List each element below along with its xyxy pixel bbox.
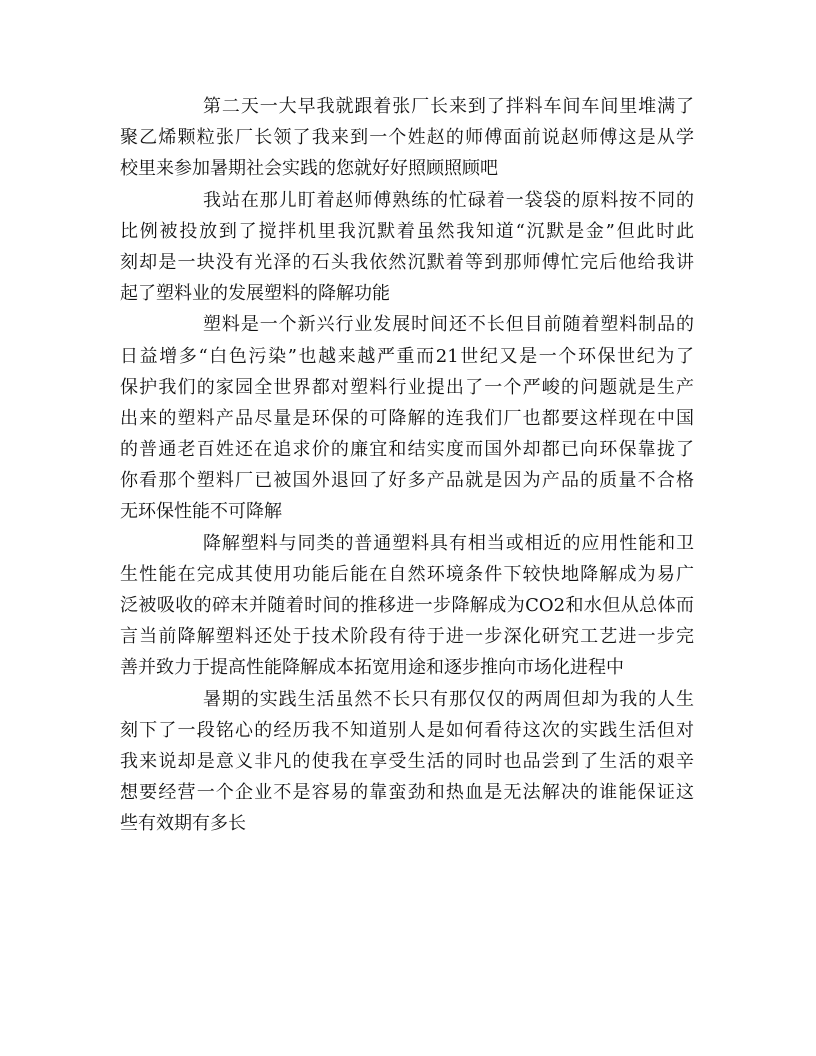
- text-line: 校里来参加暑期社会实践的您就好好照顾照顾吧: [120, 158, 498, 180]
- paragraph-4: [120, 528, 694, 684]
- text-line: 起了塑料业的发展塑料的降解功能: [120, 283, 390, 305]
- text-line: 刻下了一段铭心的经历我不知道别人是如何看待这次的实践生活但对: [120, 719, 694, 741]
- text-line: 刻却是一块没有光泽的石头我依然沉默着等到那师傅忙完后他给我讲: [120, 251, 694, 273]
- paragraph-1: [120, 91, 694, 185]
- text-line: 泛被吸收的碎末并随着时间的推移进一步降解成为CO2和水但从总体而: [120, 595, 694, 616]
- text-line: 聚乙烯颗粒张厂长领了我来到一个姓赵的师傅面前说赵师傅这是从学: [120, 127, 694, 149]
- text-line: 想要经营一个企业不是容易的靠蛮劲和热血是无法解决的谁能保证这: [120, 782, 694, 804]
- text-line: 日益增多“白色污染”也越来越严重而21世纪又是一个环保世纪为了: [120, 345, 694, 367]
- text-line: 保护我们的家园全世界都对塑料行业提出了一个严峻的问题就是生产: [120, 376, 694, 398]
- paragraph-2: [120, 185, 694, 310]
- text-line: 你看那个塑料厂已被国外退回了好多产品就是因为产品的质量不合格: [120, 470, 694, 492]
- text-line: 比例被投放到了搅拌机里我沉默着虽然我知道“沉默是金”但此时此: [120, 220, 694, 242]
- text-line: 第二天一大早我就跟着张厂长来到了拌料车间车间里堆满了: [203, 96, 694, 117]
- paragraph-3: [120, 309, 694, 527]
- text-line: 我站在那儿盯着赵师傅熟练的忙碌着一袋袋的原料按不同的: [203, 189, 694, 211]
- document-body: [120, 91, 694, 840]
- text-line: 塑料是一个新兴行业发展时间还不长但目前随着塑料制品的: [203, 314, 694, 336]
- text-line: 无环保性能不可降解: [120, 501, 282, 523]
- text-line: 言当前降解塑料还处于技术阶段有待于进一步深化研究工艺进一步完: [120, 626, 694, 648]
- text-line: 我来说却是意义非凡的使我在享受生活的同时也品尝到了生活的艰辛: [120, 750, 694, 772]
- text-line: 出来的塑料产品尽量是环保的可降解的连我们厂也都要这样现在中国: [120, 407, 694, 429]
- text-line: 些有效期有多长: [120, 813, 246, 835]
- text-line: 的普通老百姓还在追求价的廉宜和结实度而国外却都已向环保靠拢了: [120, 439, 694, 461]
- text-line: 暑期的实践生活虽然不长只有那仅仅的两周但却为我的人生: [203, 688, 694, 710]
- paragraph-5: [120, 684, 694, 840]
- text-line: 降解塑料与同类的普通塑料具有相当或相近的应用性能和卫: [203, 532, 694, 554]
- text-line: 生性能在完成其使用功能后能在自然环境条件下较快地降解成为易广: [120, 563, 694, 585]
- text-line: 善并致力于提高性能降解成本拓宽用途和逐步推向市场化进程中: [120, 657, 624, 679]
